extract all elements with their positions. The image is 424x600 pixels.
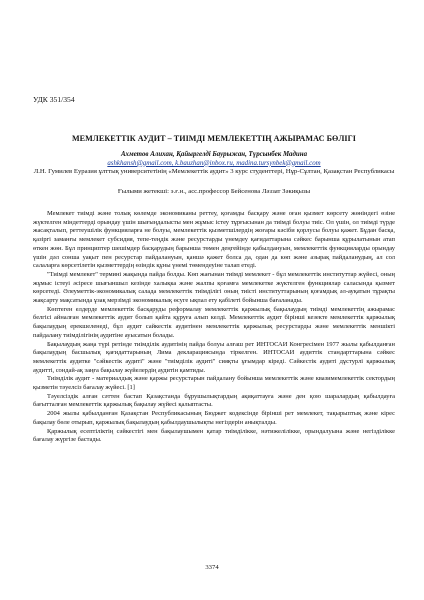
body-paragraph: Көптеген елдерде мемлекеттік басқаруды реформалау мемлекеттік қаржылық бақылаудың тиімді мемлекеттің ажырамас белгісі айналған мемлекеттік аудит болып қайта құруға алып келді. Мемлекеттік аудит бірінші кезекте мемлекеттік қаржылық бақылаудың ерекшеленеді, бұл аудит сайкестік аудитінен мемлекеттік қаржылық ресурстарды және мемлекеттік меншікті пайдалану тиімділігінің аудитіне ауысатын болады. bbox=[33, 305, 395, 339]
body-paragraph: Қаржылық есептіліктің сәйкестігі мен бақылаушымен қатар тиімділікке, нәтижелілікке, орындалуына және негізділікке бағалау жүргізе бастады. bbox=[33, 427, 395, 444]
author-names: Ахметов Алихан, Қайыргелді Баурыжан, Түрсынбек Мадина bbox=[120, 151, 308, 158]
affiliation: Л.Н. Гумилев Еуразия ұлттық университетінің «Мемлекеттік аудит» 3 курс студенттері, Нұр-Сұлтан, Қазақстан Республикасы bbox=[33, 168, 395, 175]
body-paragraph: 2004 жылы қабылданған Қазақстан Республикасының Бюджет кодексінде бірінші рет мемлекет, тақырыптық және кірес бақылау бөле отырып, қаржылық бақылаудың қабылдаушылықты негіздерін анықталды. bbox=[33, 410, 395, 426]
udk-code: УДК 351/354 bbox=[33, 95, 75, 104]
author-emails[interactable]: ashkhansh@gmail.com, k.bauzhan@inbox.ru, madina.tursynbek@gmail.com bbox=[107, 159, 321, 167]
body-paragraph: Бақылаудың жаңа түрі ретінде тиімділік аудитінің пайда болуы алғаш рет ИНТОСАИ Конгресімен 1977 жылы қабылданған бақылаудың басшылық қағидаттарының Лима декларациясында тіркелген. ИНТОСАИ аудиттік стандарттарына сәйкес мемлекеттік аудитке "сәйкестік аудиті" және "тиімділік аудиті" сияқты ұғымдар кіреді. Сәйкестік аудиті дұстурлі қаржылық аудитті, сондай-ақ заңға бақылау жүйелердің аудитін қамтиды. bbox=[33, 340, 395, 374]
paper-title: МЕМЛЕКЕТТІК АУДИТ – ТИІМДІ МЕМЛЕКЕТТІҢ АЖЫРАМАС БӨЛІГІ bbox=[71, 134, 356, 143]
body-paragraph: Тиімділік аудит - материалдық және қаржы ресурстарын пайдалану бойынша мемлекеттік және квазимемлекеттік сектордың қызметін тәуелсіз бағалау жүйесі. [1] bbox=[33, 375, 395, 392]
body-paragraph: Тәуелсіздік алған сәттен бастап Қазақстанда бұрушылықтардың ақиқаттауға және ден қою шаралардың қабылдауға бағытталған мемлекеттік қаржылық бақылау жүйесі қалыптасты. bbox=[33, 392, 395, 409]
body-paragraph: "Тиімді мемлекет" термині жақында пайда болды. Көп жағынан тиімді мемлекет - бұл мемлекеттік институттар жүйесі, оның жұмыс істеуі әсіресе шығыншыл кезінде халықка және жалпы қоғамға мемлекетке жүктелген функциялар саласында қызмет көрсетеді. Әлеуметтік-экономикалық салада мемлекеттік тиімділігі оның тиісті институттарының қоғамдық әл-ауқатын тұрақты жақсарту мақсатында ұзақ мерзімді экономикалық өсуге ықпал ету қабілеті бойынша бағаланады. bbox=[33, 270, 395, 305]
body-paragraph: Мемлекет тиімді және толық көлемде экономиканы реттеу, қоғамды басқару және оған қызмет көрсету жөніндегі өзіне жүктелген міндеттерді орындау үшін шығыңдалысты мен жұмыс істеу тұрғысынан да тиімді болуы тиіс. Ол үшін, ол тиімді түрде жасақталып, реттеушілік функцияларға не болуы, мемлекеттік қызметшілердің жоғары кәсіби қорлусы болуы қажет. Бұдан басқа, қазіргі заманғы мемлекет субсидия, тепе-теңдік және ресурстарды үнемдеу қағидаттарына сәйкес барынша құрылатынын атап өткен жөн. Бұл принциптер шешімдер басқарудың барынша төмен деңгейінде қабылдануын, мемлекеттік функцияларды орындау үшін дәл сонша уақыт пен ресурстар пайдалануын, қаншә қажет болса да, одан да көп және азырақ пайдаланудың, ал сол салаларға көрсетілетін қызметтердің өзіндік құны үнемі төмендеуіне талап етеді. bbox=[33, 210, 395, 270]
author-block bbox=[33, 151, 395, 168]
supervisor: Ғылыми жетекші: э.ғ.н., асс.профессор Бейсенова Ләззат Зәкиқызы bbox=[117, 188, 311, 195]
page-number: 3374 bbox=[205, 564, 219, 571]
article-body bbox=[33, 210, 395, 445]
